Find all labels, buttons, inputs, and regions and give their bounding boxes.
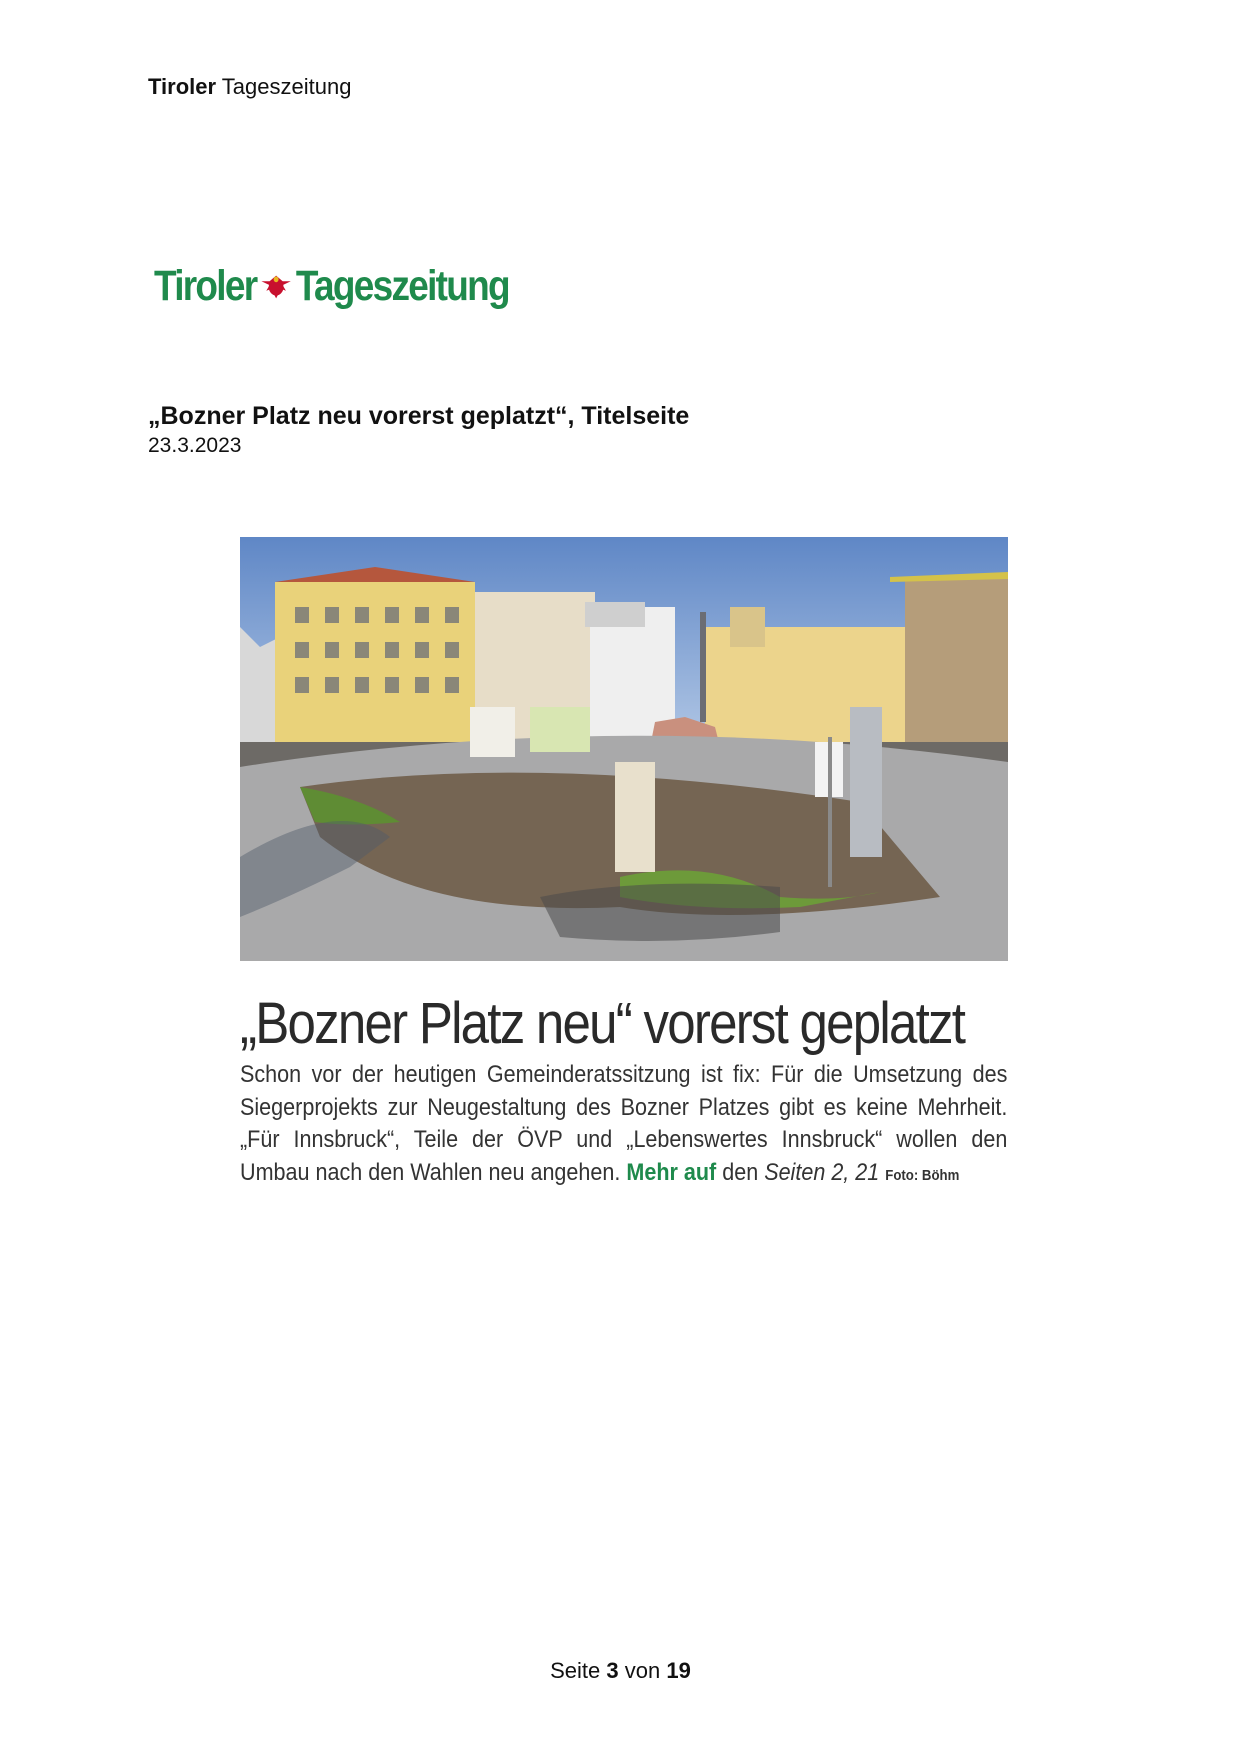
more-label: Mehr auf — [626, 1158, 717, 1186]
article-photo — [240, 537, 1008, 961]
article-headline: „Bozner Platz neu“ vorerst geplatzt — [240, 991, 965, 1056]
article-body — [240, 1059, 1007, 1192]
document-title: „Bozner Platz neu vorerst geplatzt“, Titelseite — [148, 402, 690, 430]
photo-credit: Foto: Böhm — [885, 1166, 960, 1184]
tyrolean-eagle-icon — [260, 268, 293, 306]
page-header — [148, 74, 351, 100]
header-brand-bold: Tiroler — [148, 74, 217, 99]
document-date: 23.3.2023 — [148, 434, 242, 457]
header-brand-regular: Tageszeitung — [221, 74, 352, 99]
footer-middle: von — [624, 1658, 661, 1683]
article-lead-text: Schon vor der heutigen Gemeinderatssitzung ist fix: Für die Umsetzung des Siegerprojekts zur Neugestaltung des Bozner Platzes gibt es keine Mehrheit. „Für Innsbruck“, Teile der ÖVP und „Lebenswertes Innsbruck“ wollen den Umbau nach den Wahlen neu angehen. — [240, 1061, 1008, 1186]
page-footer — [0, 1658, 1241, 1684]
newspaper-logo — [154, 262, 509, 311]
footer-prefix: Seite — [550, 1658, 601, 1683]
more-mid: den — [722, 1158, 759, 1186]
footer-current-page: 3 — [606, 1658, 619, 1683]
page-reference: Seiten 2, 21 — [764, 1158, 880, 1186]
footer-total-pages: 19 — [666, 1658, 691, 1683]
logo-text-left: Tiroler — [154, 262, 257, 310]
logo-text-right: Tageszeitung — [295, 262, 509, 310]
